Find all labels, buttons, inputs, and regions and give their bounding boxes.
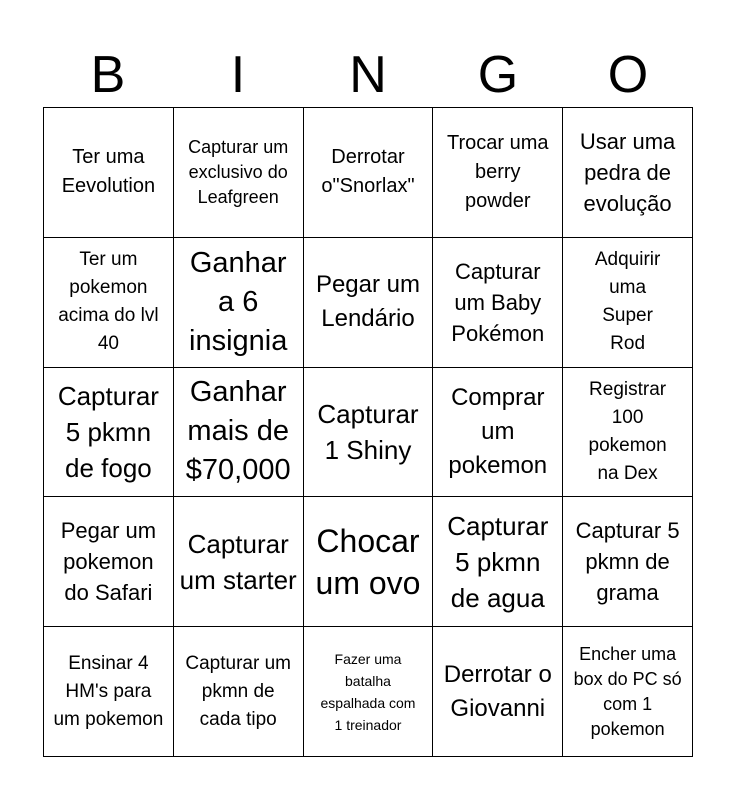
cell-text: Capturar 5 pkmn de agua	[447, 510, 549, 613]
cell-text: Pegar um Lendário	[315, 271, 421, 333]
cell-text: Comprar um pokemon	[448, 383, 548, 479]
bingo-cell-r1c5[interactable]	[563, 108, 693, 238]
bingo-cell-r2c2[interactable]	[174, 238, 304, 368]
bingo-cell-r4c3[interactable]	[304, 497, 434, 627]
cell-text: Ensinar 4 HM's para um pokemon	[53, 652, 164, 730]
bingo-cell-r5c3[interactable]	[304, 627, 434, 757]
cell-text: Capturar um pkmn de cada tipo	[185, 652, 291, 730]
cell-text: Capturar 1 Shiny	[317, 398, 419, 465]
cell-text: Fazer uma batalha espalhada com 1 treinador	[320, 650, 416, 733]
bingo-cell-r4c4[interactable]	[433, 497, 563, 627]
bingo-cell-r5c4[interactable]	[433, 627, 563, 757]
cell-text: Capturar 5 pkmn de grama	[575, 518, 680, 606]
bingo-header	[43, 44, 693, 106]
bingo-cell-r3c5[interactable]	[563, 368, 693, 498]
cell-text: Derrotar o"Snorlax"	[321, 146, 415, 198]
cell-text: Capturar 5 pkmn de fogo	[57, 380, 159, 483]
cell-text: Ganhar a 6 insignia	[189, 246, 288, 357]
bingo-cell-r3c1[interactable]	[44, 368, 174, 498]
cell-text: Trocar uma berry powder	[447, 131, 549, 212]
cell-text: Registrar 100 pokemon na Dex	[588, 378, 667, 484]
bingo-grid	[43, 107, 693, 757]
cell-text: Ter um pokemon acima do lvl 40	[58, 249, 159, 355]
cell-text: Capturar um starter	[179, 528, 297, 595]
bingo-cell-r4c1[interactable]	[44, 497, 174, 627]
cell-text: Capturar um exclusivo do Leafgreen	[188, 136, 289, 207]
header-letter-i: I	[230, 46, 246, 104]
header-letter-b: B	[90, 46, 126, 104]
bingo-cell-r5c2[interactable]	[174, 627, 304, 757]
bingo-cell-r2c5[interactable]	[563, 238, 693, 368]
bingo-cell-r1c1[interactable]	[44, 108, 174, 238]
bingo-cell-r3c4[interactable]	[433, 368, 563, 498]
bingo-cell-r4c2[interactable]	[174, 497, 304, 627]
bingo-cell-r2c4[interactable]	[433, 238, 563, 368]
cell-text: Ter uma Eevolution	[61, 146, 156, 198]
bingo-cell-r2c3[interactable]	[304, 238, 434, 368]
header-letter-g: G	[477, 46, 519, 104]
cell-text: Ganhar mais de $70,000	[185, 376, 291, 487]
cell-text: Usar uma pedra de evolução	[579, 128, 676, 216]
bingo-cell-r5c5[interactable]	[563, 627, 693, 757]
bingo-cell-r1c2[interactable]	[174, 108, 304, 238]
cell-text: Pegar um pokemon do Safari	[60, 518, 157, 606]
cell-text: Chocar um ovo	[315, 522, 421, 601]
cell-text: Capturar um Baby Pokémon	[451, 258, 545, 346]
bingo-cell-r1c4[interactable]	[433, 108, 563, 238]
bingo-cell-r3c2[interactable]	[174, 368, 304, 498]
bingo-cell-r1c3[interactable]	[304, 108, 434, 238]
cell-text: Encher uma box do PC só com 1 pokemon	[573, 643, 682, 739]
bingo-cell-r2c1[interactable]	[44, 238, 174, 368]
cell-text: Adquirir uma Super Rod	[594, 249, 661, 355]
bingo-cell-r5c1[interactable]	[44, 627, 174, 757]
header-letter-n: N	[349, 46, 387, 104]
bingo-cell-r4c5[interactable]	[563, 497, 693, 627]
cell-text: Derrotar o Giovanni	[443, 660, 552, 722]
bingo-cell-r3c3[interactable]	[304, 368, 434, 498]
header-letter-o: O	[607, 46, 649, 104]
